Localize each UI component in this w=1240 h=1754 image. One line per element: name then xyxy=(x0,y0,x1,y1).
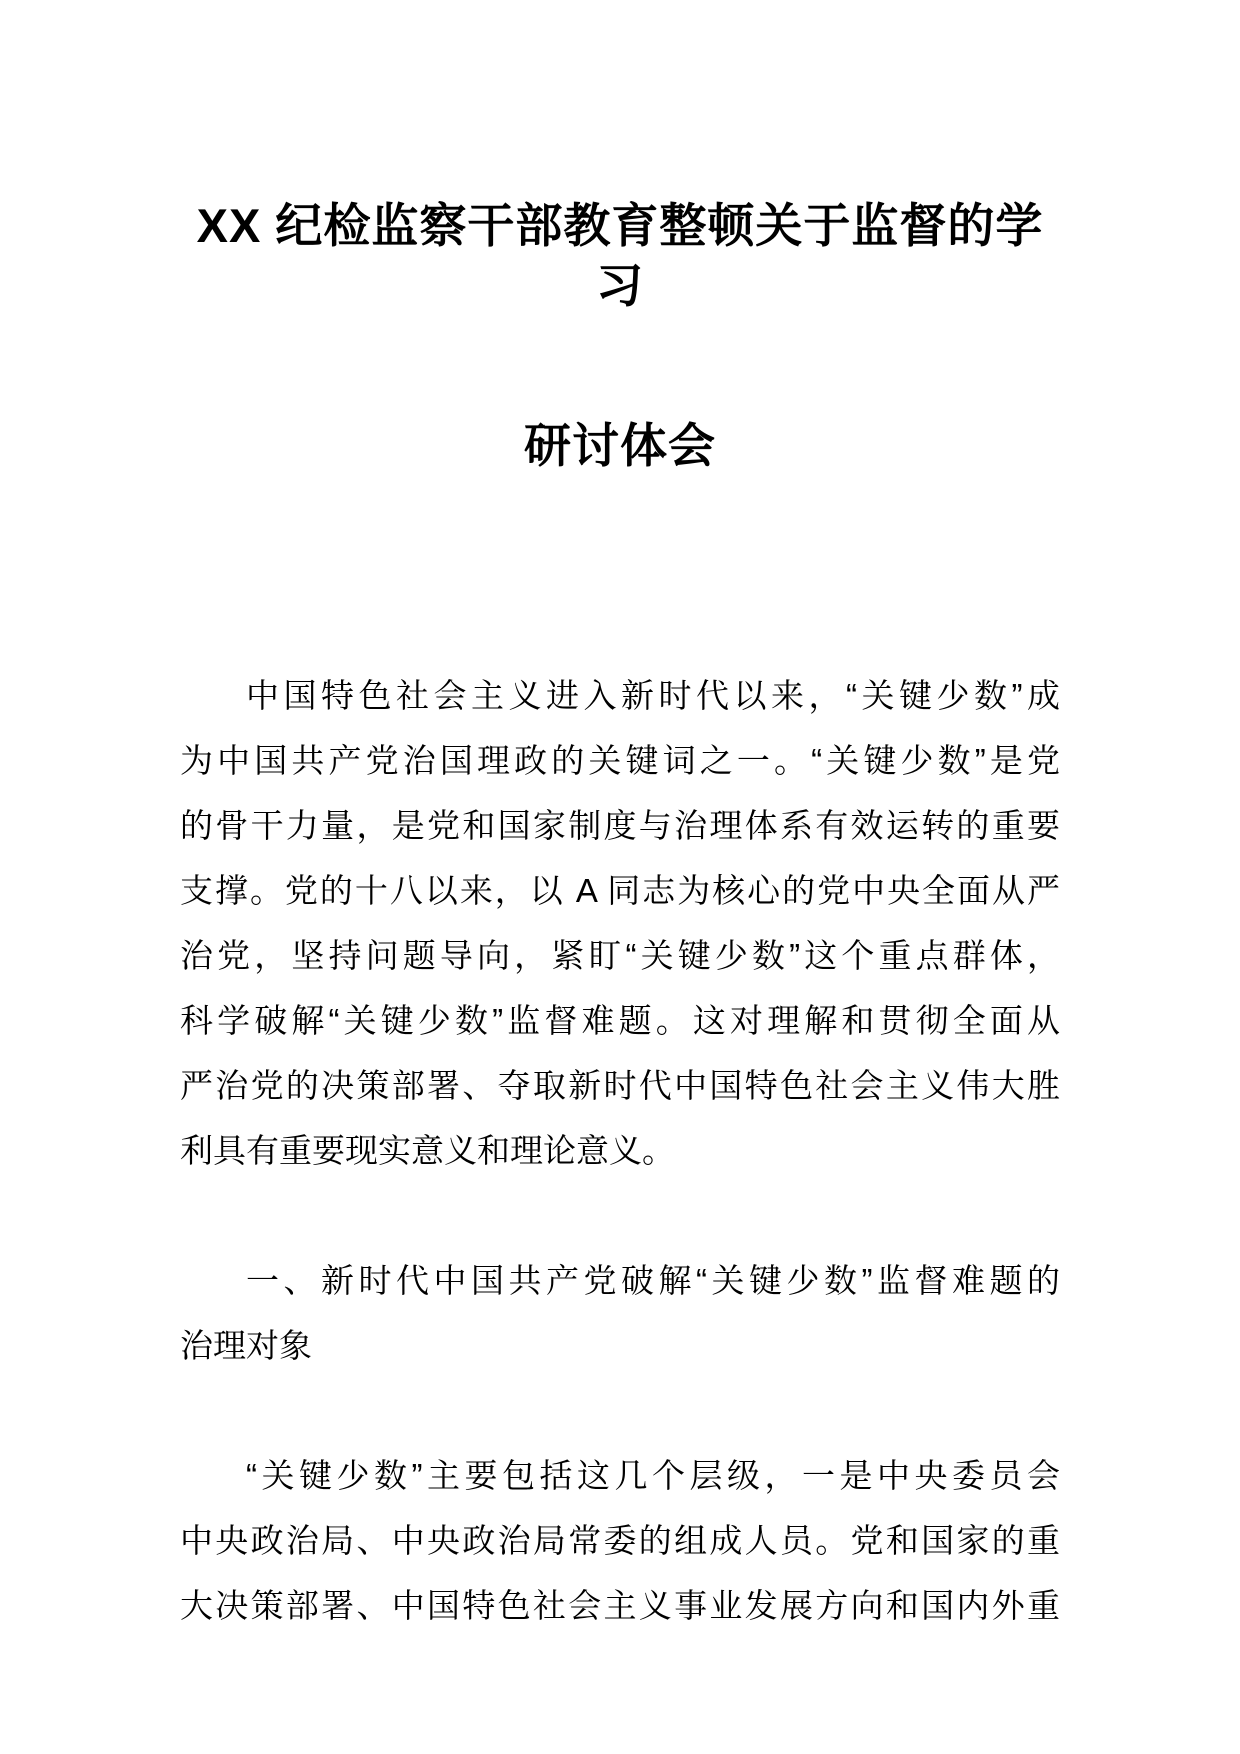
paragraph-2 xyxy=(180,1443,1060,1638)
text-line: 中国特色社会主义进入新时代以来，“关键少数”成 xyxy=(246,677,1060,714)
text-line: 中央政治局、中央政治局常委的组成人员。党和国家的重 xyxy=(180,1522,1060,1559)
text-line: 科学破解“关键少数”监督难题。这对理解和贯彻全面从 xyxy=(180,1002,1060,1039)
heading-line-1: 一、新时代中国共产党破解“关键少数”监督难题的 xyxy=(246,1262,1060,1299)
title-line-2: 研讨体会 xyxy=(524,419,716,472)
text-line: 的骨干力量，是党和国家制度与治理体系有效运转的重要 xyxy=(180,807,1060,844)
document-content xyxy=(180,0,1060,1638)
heading-line-2: 治理对象 xyxy=(180,1327,312,1364)
title-line-1: XX 纪检监察干部教育整顿关于监督的学习 xyxy=(196,199,1044,312)
text-line: “关键少数”主要包括这几个层级，一是中央委员会 xyxy=(246,1457,1060,1494)
text-line: 支撑。党的十八以来，以 A 同志为核心的党中央全面从严 xyxy=(180,872,1060,909)
paragraph-1 xyxy=(180,663,1060,1183)
text-line: 为中国共产党治国理政的关键词之一。“关键少数”是党 xyxy=(180,742,1060,779)
text-line: 治党，坚持问题导向，紧盯“关键少数”这个重点群体， xyxy=(180,937,1060,974)
text-line: 大决策部署、中国特色社会主义事业发展方向和国内外重 xyxy=(180,1587,1060,1624)
document-title xyxy=(180,196,1060,476)
text-line: 利具有重要现实意义和理论意义。 xyxy=(180,1132,675,1169)
section-heading-1 xyxy=(180,1248,1060,1378)
text-line: 严治党的决策部署、夺取新时代中国特色社会主义伟大胜 xyxy=(180,1067,1060,1104)
